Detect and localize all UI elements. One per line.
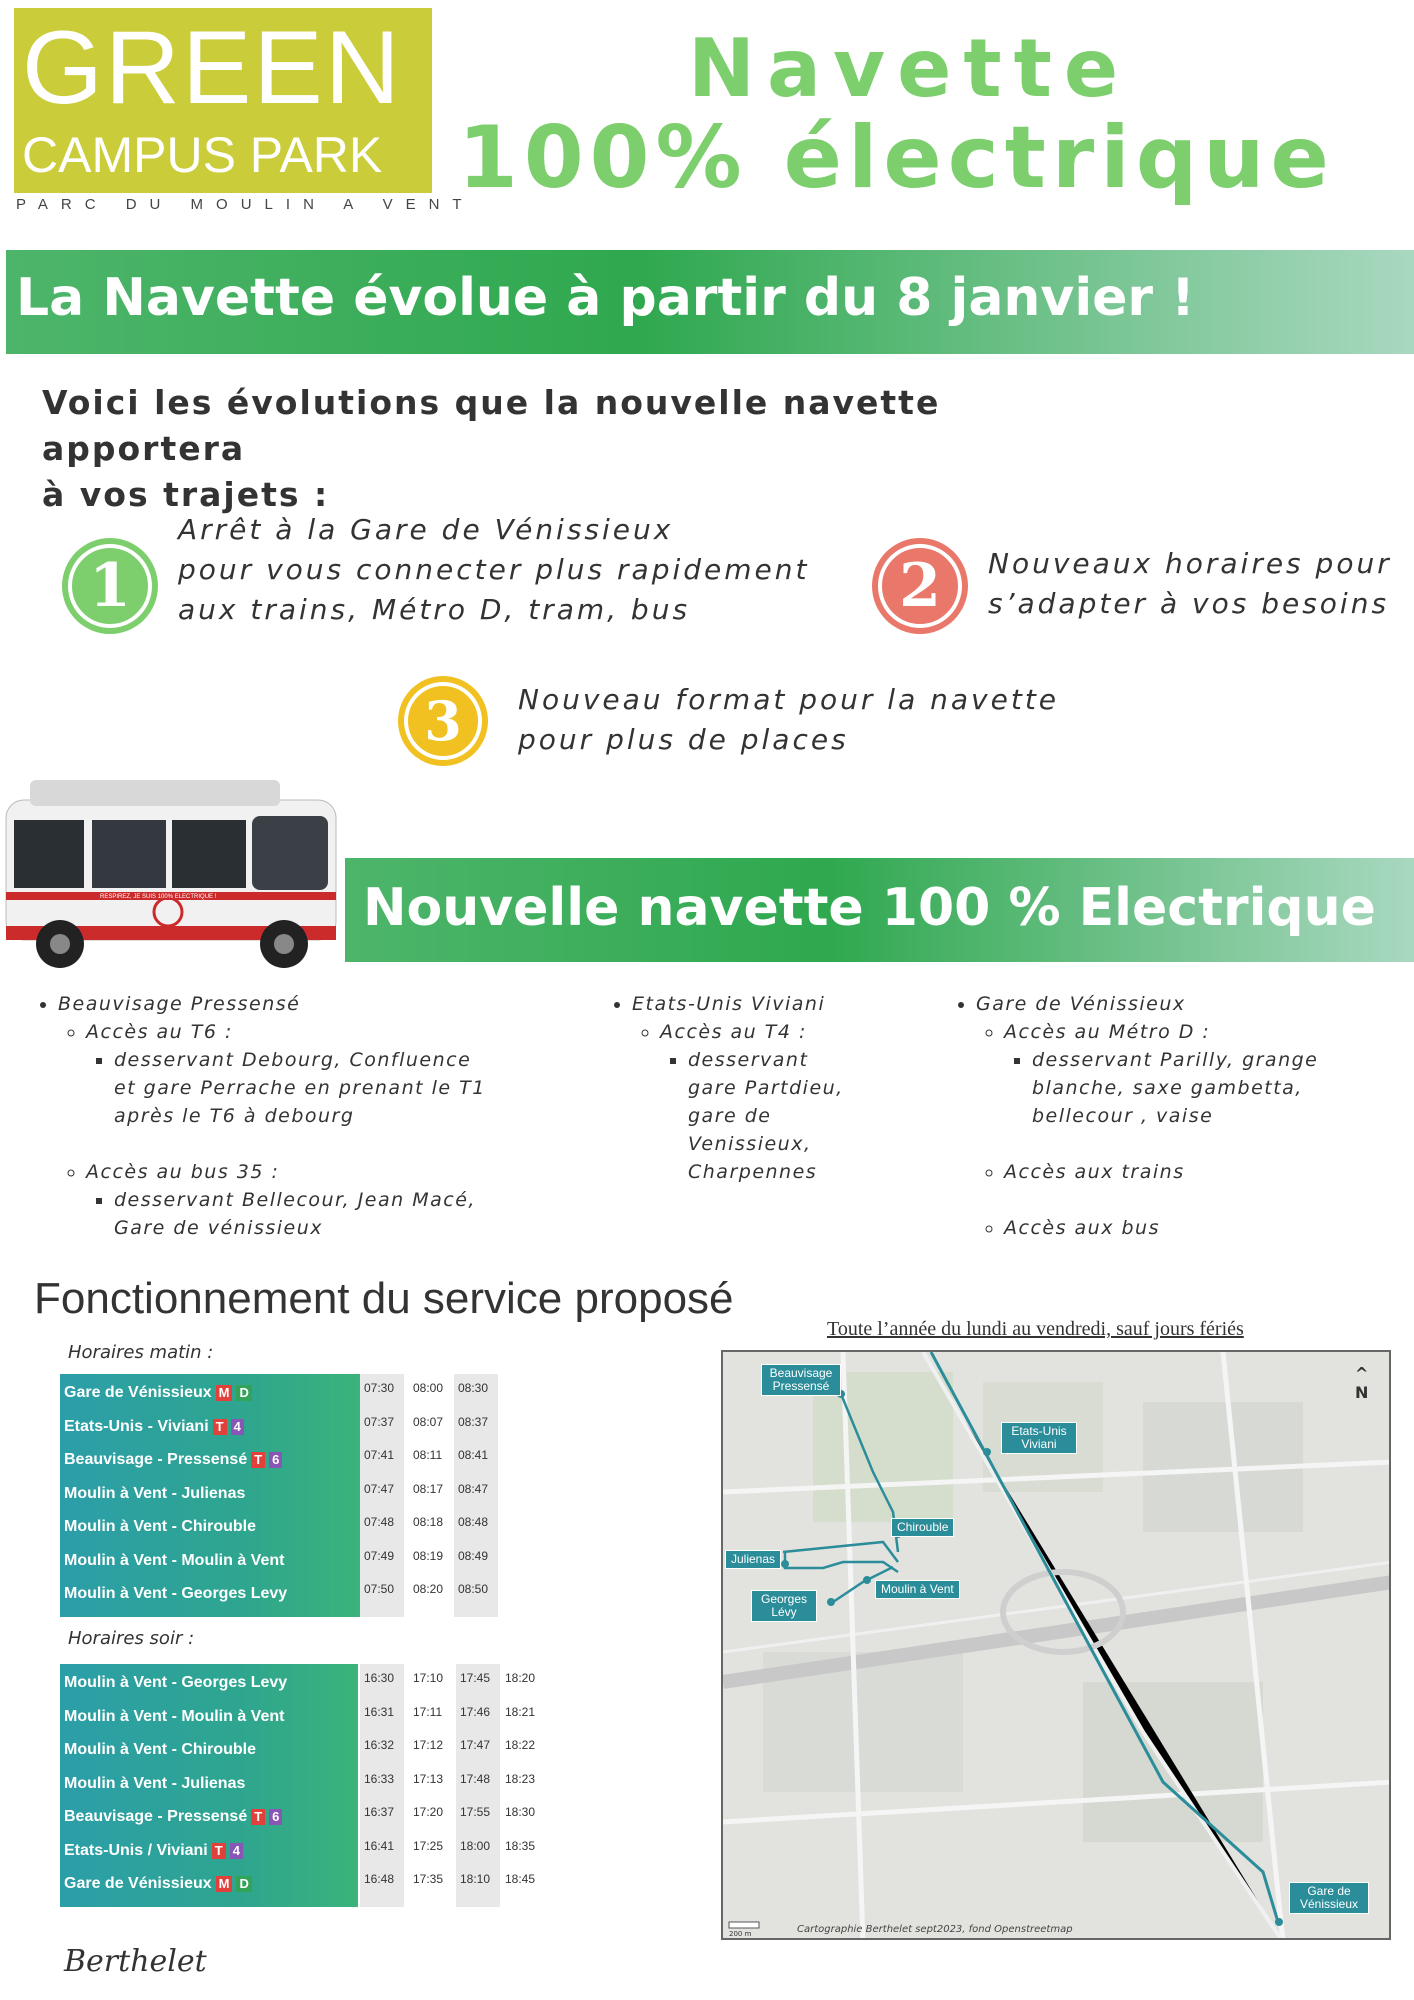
line-badge: D xyxy=(236,1385,251,1401)
point-3-line: pour plus de places xyxy=(518,723,849,756)
map-label-moulin-a-vent: Moulin à Vent xyxy=(875,1580,960,1599)
departure-time: 08:00 xyxy=(413,1381,444,1395)
line-badge: T xyxy=(212,1843,226,1859)
departure-time: 08:48 xyxy=(458,1515,489,1529)
departure-time: 17:45 xyxy=(460,1671,491,1685)
departure-time: 08:50 xyxy=(458,1582,489,1596)
departure-time: 08:18 xyxy=(413,1515,444,1529)
point-3-line: Nouveau format pour la navette xyxy=(518,683,1060,716)
detail-line: blanche, saxe gambetta, xyxy=(1032,1077,1303,1099)
stop-label: Moulin à Vent - Moulin à Vent xyxy=(64,1707,285,1725)
departure-time: 08:30 xyxy=(458,1381,489,1395)
intro-line2: à vos trajets : xyxy=(42,475,330,514)
departure-time: 07:49 xyxy=(364,1548,395,1563)
stop-label: Moulin à Vent - Chiroubl​e xyxy=(64,1741,256,1758)
access-column-1 xyxy=(30,990,570,1242)
point-3-text xyxy=(518,680,1118,760)
service-title: Fonctionnement du service proposé xyxy=(34,1274,734,1323)
north-arrow-icon: ^ N xyxy=(1355,1364,1369,1402)
stop-label: Gare de Vénissieux xyxy=(64,1384,212,1401)
stop-label: Moulin à Vent - Julienas xyxy=(64,1774,246,1792)
stop-label: Gare de Vénissieux xyxy=(64,1875,212,1892)
map-credit: Cartographie Berthelet sept2023, fond Openstreetmap xyxy=(797,1924,1073,1935)
timetable-stop-name xyxy=(64,1384,252,1402)
stop-item xyxy=(58,990,570,1242)
map-label-etats-unis: Etats-Unis Viviani xyxy=(1001,1422,1077,1454)
access-label: Accès au T6 : xyxy=(86,1021,233,1043)
timetable-stop-name xyxy=(64,1808,282,1826)
electric-banner xyxy=(345,858,1414,962)
timetable-stop-name xyxy=(64,1418,244,1436)
stop-name: Beauvisage Pressensé xyxy=(58,993,301,1015)
detail-line: Charpennes xyxy=(688,1161,818,1183)
timetable-stop-name xyxy=(64,1518,256,1536)
departure-time: 16:48 xyxy=(364,1872,395,1886)
departure-time: 18:20 xyxy=(505,1671,536,1685)
timetable-stop-name xyxy=(64,1585,287,1603)
stop-item xyxy=(632,990,904,1186)
map-scale: 200 m xyxy=(729,1930,752,1938)
access-label: Accès aux bus xyxy=(1004,1217,1160,1239)
departure-time: 08:19 xyxy=(413,1548,444,1563)
line-badge: 4 xyxy=(230,1843,243,1859)
intro-line1: Voici les évolutions que la nouvelle navette apportera xyxy=(42,383,941,468)
departure-time: 16:37 xyxy=(364,1805,395,1819)
access-label: Accès au Métro D : xyxy=(1004,1021,1211,1043)
timetable-stop-name xyxy=(64,1741,256,1759)
point-1-line: pour vous connecter plus rapidement xyxy=(178,553,810,586)
map-label-julienas: Julienas xyxy=(725,1550,781,1569)
departure-time: 08:17 xyxy=(413,1481,444,1496)
access-detail xyxy=(688,1046,904,1186)
announcement-text: La Navette évolue à partir du 8 janvier ! xyxy=(16,268,1195,328)
map-label-gare-venissieux: Gare de Vénissieux xyxy=(1289,1882,1369,1914)
stop-label: Moulin à Vent - Moulin à Vent xyxy=(64,1551,285,1569)
departure-time: 16:33 xyxy=(364,1771,395,1786)
departure-time: 17:10 xyxy=(413,1671,444,1685)
stop-label: Etats-Unis - Viviani xyxy=(64,1417,209,1435)
stop-label: Moulin à Vent - Chiroublе xyxy=(64,1518,256,1535)
map-label-georges-levy: Georges Lévy xyxy=(751,1590,817,1622)
map-title: Toute l’année du lundi au vendredi, sauf jours fériés xyxy=(827,1318,1244,1340)
line-badge: 4 xyxy=(231,1419,244,1435)
page-title-line1: Navette xyxy=(688,22,1131,115)
logo-line1: GREEN xyxy=(22,10,402,126)
detail-line: gare de xyxy=(688,1105,772,1127)
line-badge: M xyxy=(216,1385,233,1401)
departure-time: 17:47 xyxy=(460,1738,491,1752)
detail-line: et gare Perrache en prenant le T1 xyxy=(114,1077,486,1099)
detail-line: desservant xyxy=(688,1049,809,1071)
departure-time: 16:31 xyxy=(364,1704,395,1719)
point-2-text xyxy=(988,544,1408,624)
detail-line: bellecour , vaise xyxy=(1032,1105,1214,1127)
departure-time: 18:35 xyxy=(505,1838,536,1853)
departure-time: 16:41 xyxy=(364,1838,395,1853)
stop-label: Moulin à Vent - Georges Levy xyxy=(64,1674,288,1691)
departure-time: 07:48 xyxy=(364,1515,395,1529)
departure-time: 17:55 xyxy=(460,1805,491,1819)
stop-name: Etats-Unis Viviani xyxy=(632,993,826,1015)
line-badge: D xyxy=(236,1876,251,1892)
point-3-badge xyxy=(398,676,488,766)
departure-time: 07:37 xyxy=(364,1414,395,1429)
stop-label: Moulin à Vent - Julienas xyxy=(64,1484,246,1502)
point-2-line: Nouveaux horaires pour xyxy=(988,547,1392,580)
access-label: Accès au T4 : xyxy=(660,1021,807,1043)
access-item xyxy=(1004,1018,1398,1130)
detail-line: gare Partdieu, xyxy=(688,1077,844,1099)
bus-image xyxy=(0,776,350,972)
morning-label: Horaires matin : xyxy=(68,1342,214,1363)
access-label: Accès aux trains xyxy=(1004,1161,1185,1183)
stop-label: Moulin à Vent - Georges Levy xyxy=(64,1585,288,1602)
departure-time: 18:30 xyxy=(505,1805,536,1819)
timetable-stop-name xyxy=(64,1708,284,1726)
point-1-line: aux trains, Métro D, tram, bus xyxy=(178,593,691,626)
page-title-line2: 100% électrique xyxy=(458,108,1335,208)
map-label-beauvisage: Beauvisage Pressensé xyxy=(761,1364,841,1396)
bus-sign: RESPIREZ, JE SUIS 100% ELECTRIQUE ! xyxy=(100,894,217,900)
stop-label: Beauvisage - Pressensé xyxy=(64,1451,248,1468)
stop-name: Gare de Vénissieux xyxy=(976,993,1186,1015)
departure-time: 08:49 xyxy=(458,1548,489,1563)
departure-time: 17:20 xyxy=(413,1805,444,1819)
departure-time: 07:50 xyxy=(364,1582,395,1596)
timetable-stop-name xyxy=(64,1485,245,1503)
detail-line: desservant Debourg, Confluence xyxy=(114,1049,472,1071)
departure-time: 17:12 xyxy=(413,1738,444,1752)
departure-time: 18:00 xyxy=(460,1838,491,1853)
departure-time: 08:47 xyxy=(458,1481,489,1496)
access-label: Accès au bus 35 : xyxy=(86,1161,280,1183)
point-3-number: 3 xyxy=(404,682,482,760)
departure-time: 18:22 xyxy=(505,1738,536,1752)
line-badge: T xyxy=(251,1452,265,1468)
access-item xyxy=(1004,1158,1398,1186)
departure-time: 08:07 xyxy=(413,1414,444,1429)
departure-time: 07:41 xyxy=(364,1448,395,1462)
point-1-line: Arrêt à la Gare de Vénissieux xyxy=(178,513,674,546)
departure-time: 18:21 xyxy=(505,1704,536,1719)
evening-label: Horaires soir : xyxy=(68,1628,195,1649)
detail-line: desservant Parilly, grange xyxy=(1032,1049,1319,1071)
map-label-chiroubles: Chiroublе xyxy=(891,1518,954,1537)
detail-line: après le T6 à debourg xyxy=(114,1105,355,1127)
departure-time: 07:30 xyxy=(364,1381,395,1395)
line-badge: T xyxy=(213,1419,227,1435)
timetable-stops xyxy=(60,1664,358,1907)
access-detail xyxy=(114,1046,570,1130)
departure-time: 17:35 xyxy=(413,1872,444,1886)
departure-time: 08:41 xyxy=(458,1448,489,1462)
departure-time: 17:48 xyxy=(460,1771,491,1786)
timetable-stop-name xyxy=(64,1842,243,1860)
departure-time: 18:23 xyxy=(505,1771,536,1786)
access-item xyxy=(660,1018,904,1186)
line-badge: T xyxy=(251,1809,265,1825)
point-1-text xyxy=(178,510,818,630)
line-badge: 6 xyxy=(269,1809,282,1825)
departure-time: 17:25 xyxy=(413,1838,444,1853)
departure-time: 17:46 xyxy=(460,1704,491,1719)
logo xyxy=(14,8,432,193)
access-column-2 xyxy=(604,990,904,1186)
logo-subtitle: PARC DU MOULIN A VENT xyxy=(16,196,475,213)
timetable-stop-name xyxy=(64,1552,284,1570)
timetable-stop-name xyxy=(64,1775,245,1793)
berthelet-signature: Berthelet xyxy=(64,1944,207,1979)
point-2-line: s’adapter à vos besoins xyxy=(988,587,1390,620)
line-badge: 6 xyxy=(269,1452,282,1468)
departure-time: 16:32 xyxy=(364,1738,395,1752)
point-1-number: 1 xyxy=(68,544,152,628)
timetable-stop-name xyxy=(64,1674,287,1692)
departure-time: 08:20 xyxy=(413,1582,444,1596)
access-item xyxy=(1004,1214,1398,1242)
access-detail xyxy=(114,1186,570,1242)
point-2-number: 2 xyxy=(878,544,962,628)
access-detail xyxy=(1032,1046,1398,1130)
point-2-badge xyxy=(872,538,968,634)
logo-line2: CAMPUS PARK xyxy=(22,127,383,183)
point-1-badge xyxy=(62,538,158,634)
detail-line: Gare de vénissieux xyxy=(114,1217,324,1239)
departure-time: 18:10 xyxy=(460,1872,491,1886)
departure-time: 17:13 xyxy=(413,1771,444,1786)
north-label: N xyxy=(1355,1383,1369,1402)
access-item xyxy=(86,1158,570,1242)
detail-line: desservant Bellecour, Jean Macé, xyxy=(114,1189,476,1211)
departure-time: 07:47 xyxy=(364,1481,395,1496)
departure-time: 08:11 xyxy=(413,1448,443,1462)
departure-time: 16:30 xyxy=(364,1671,395,1685)
stop-label: Etats-Unis / Viviani xyxy=(64,1841,208,1859)
electric-banner-text: Nouvelle navette 100 % Electrique xyxy=(363,878,1376,938)
departure-time: 17:11 xyxy=(413,1704,443,1719)
detail-line: Venissieux, xyxy=(688,1133,812,1155)
timetable-stops xyxy=(60,1374,360,1617)
departure-time: 08:37 xyxy=(458,1414,489,1429)
route-map xyxy=(721,1350,1391,1940)
timetable-stop-name xyxy=(64,1451,282,1469)
announcement-banner xyxy=(6,250,1414,354)
line-badge: M xyxy=(216,1876,233,1892)
stop-item xyxy=(976,990,1398,1242)
intro-text xyxy=(42,380,1142,518)
access-item xyxy=(86,1018,570,1130)
timetable-stop-name xyxy=(64,1875,252,1893)
access-column-3 xyxy=(948,990,1398,1242)
stop-label: Beauvisage - Pressensé xyxy=(64,1808,248,1825)
departure-time: 18:45 xyxy=(505,1872,536,1886)
